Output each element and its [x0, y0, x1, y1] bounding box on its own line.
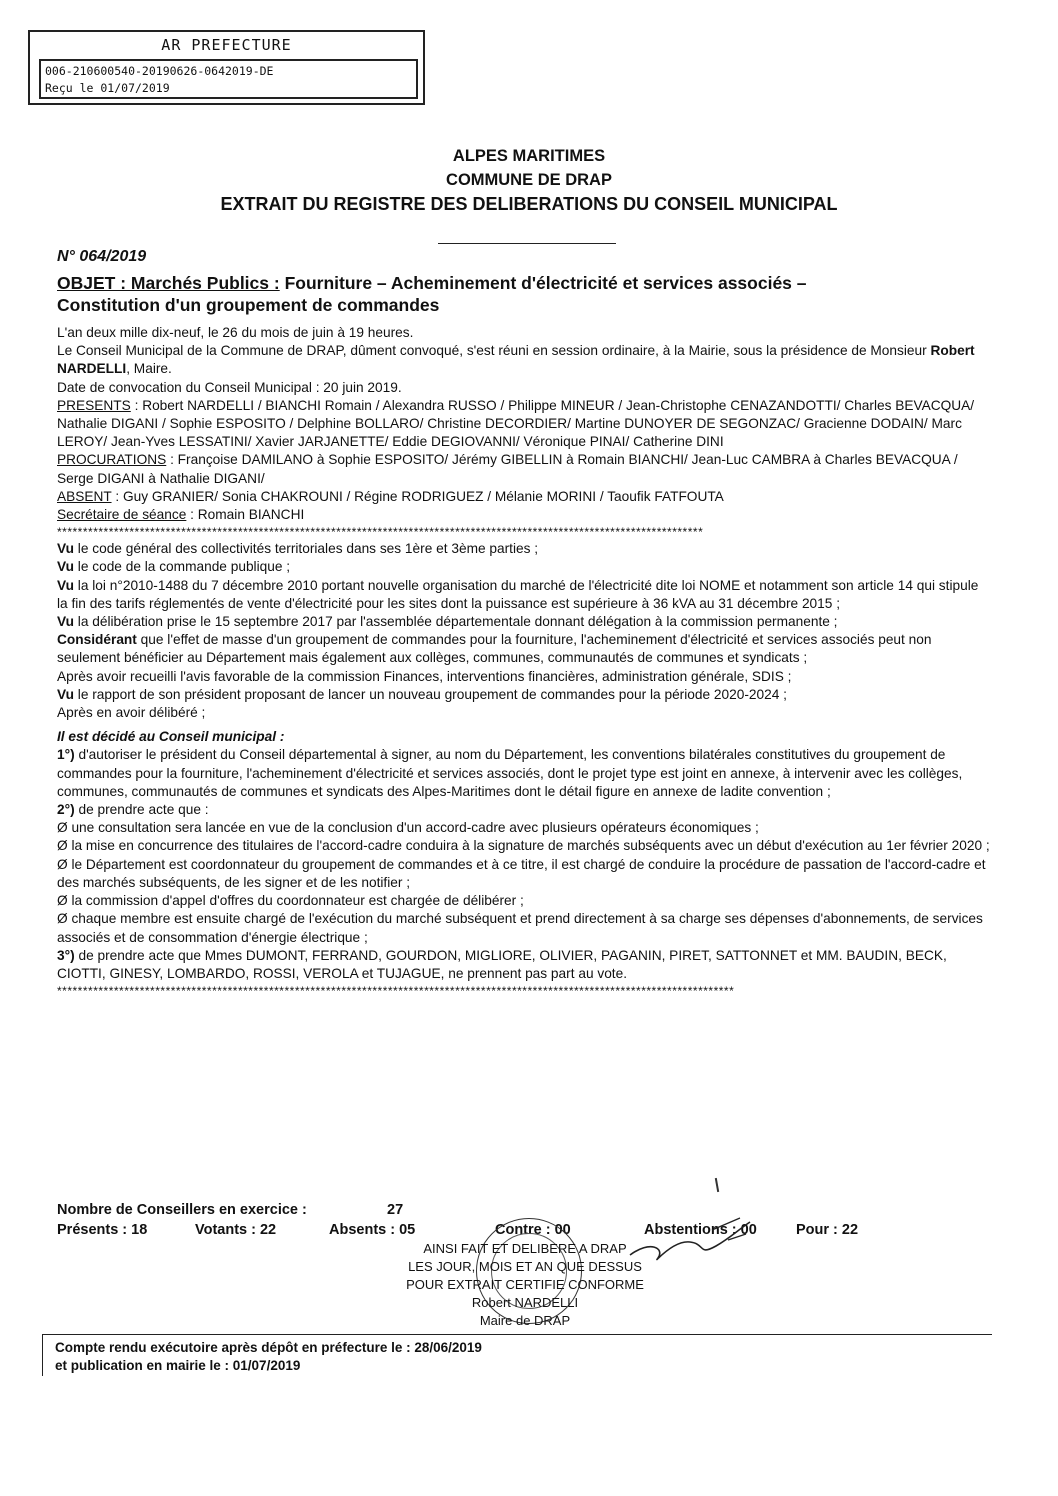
mayor-name: Robert NARDELLI: [57, 343, 975, 377]
vu-code-commande: Vu le code de la commande publique ;: [57, 559, 291, 575]
prefecture-stamp: [28, 30, 425, 105]
decision-bullet-1: Ø une consultation sera lancée en vue de la conclusion d'un accord-cadre avec plusieurs opérateurs économiques ;: [57, 820, 759, 836]
intro-session: Le Conseil Municipal de la Commune de DRAP, dûment convoqué, s'est réuni en session ordinaire, à la Mairie, sous la présidence de Monsieur Robert NARDELLI, Maire.: [57, 343, 975, 377]
votes-abstentions: Abstentions : 00: [644, 1222, 757, 1238]
signatory-title: Maire de DRAP: [479, 1313, 571, 1328]
apres-delibere: Après en avoir délibéré ;: [57, 705, 206, 721]
votes-absents: Absents : 05: [329, 1222, 416, 1238]
intro-convocation: Date de convocation du Conseil Municipal : 20 juin 2019.: [57, 379, 402, 395]
objet-text-2: Constitution d'un groupement de commandes: [57, 295, 440, 315]
vu-cgct: Vu le code général des collectivités territoriales dans ses 1ère et 3ème parties ;: [57, 541, 539, 557]
decision-bullet-4: Ø la commission d'appel d'offres du coordonnateur est chargée de délibérer ;: [57, 893, 524, 909]
stamp-reference: 006-210600540-20190626-0642019-DE: [45, 64, 274, 78]
check-mark: [715, 1178, 719, 1192]
objet: [57, 272, 997, 316]
execution-footer: [42, 1334, 992, 1376]
votes-contre: Contre : 00: [495, 1222, 571, 1238]
votes-pour: Pour : 22: [796, 1222, 859, 1238]
signature-line-1: AINSI FAIT ET DELIBERE A DRAP: [423, 1241, 627, 1256]
header-commune: COMMUNE DE DRAP: [446, 171, 612, 189]
decision-point-3: 3°) de prendre acte que Mmes DUMONT, FERRAND, GOURDON, MIGLIORE, OLIVIER, PAGANIN, PIRET, SATTONNET et MM. BAUDIN, BECK, CIOTTI, GINESY, LOMBARDO, ROSSI, VEROLA et TUJAGUE, ne prennent pas part au vote.: [57, 947, 947, 981]
decision-title: Il est décidé au Conseil municipal :: [57, 729, 285, 745]
header-department: ALPES MARITIMES: [452, 147, 606, 165]
decision-point-1: 1°) d'autoriser le président du Conseil départemental à signer, au nom du Département, les conventions bilatérales constitutives du groupement de commandes pour la fourniture, l'acheminement d'électricité et services associés, dont le projet type est joint en annexe, à intervenir avec les collèges, communes, communautés de communes et syndicats des Alpes-Maritimes dont le détail figure en annexe de ladite convention ;: [57, 747, 963, 799]
footer-prefecture-date: Compte rendu exécutoire après dépôt en préfecture le : 28/06/2019: [55, 1340, 482, 1355]
votes-votants: Votants : 22: [195, 1222, 277, 1238]
avis-commission: Après avoir recueilli l'avis favorable de la commission Finances, interventions financières, administration générale, SDIS ;: [57, 668, 792, 684]
considerant: Considérant que l'effet de masse d'un groupement de commandes pour la fourniture, l'acheminement d'électricité et services associés peut non seulement bénéficier au Département mais également aux collèges, communes, communautés de communes et syndicats ;: [57, 632, 932, 666]
decision-point-2: 2°) de prendre acte que :: [57, 802, 209, 818]
conseillers-exercice-label: Nombre de Conseillers en exercice :: [57, 1202, 307, 1218]
decision-bullet-5: Ø chaque membre est ensuite chargé de l'exécution du marché subséquent et prend directement à sa charge ses dépenses d'abonnements, de services associés et de consommation d'énergie électrique ;: [57, 911, 983, 945]
footer-publication-date: et publication en mairie le : 01/07/2019: [55, 1358, 301, 1373]
header-title: EXTRAIT DU REGISTRE DES DELIBERATIONS DU CONSEIL MUNICIPAL: [220, 194, 838, 214]
header-divider: [438, 243, 616, 244]
stamp-received-date: Reçu le 01/07/2019: [45, 81, 170, 95]
decision-bullet-2: Ø la mise en concurrence des titulaires de l'accord-cadre conduira à la signature de marchés subséquents avec un début d'exécution au 1er février 2020 ;: [57, 838, 990, 854]
separator-stars-2: ***********************************************************************************************************************************: [57, 984, 735, 999]
presents-list: PRESENTS : Robert NARDELLI / BIANCHI Romain / Alexandra RUSSO / Philippe MINEUR / Jean-Christophe CENAZANDOTTI/ Charles BEVACQUA/ Nathalie DIGANI / Sophie ESPOSITO / Delphine BOLLARO/ Christine DECORDIER/ Martine DUNOYER DE SEGONZAC/ Gracienne DODAIN/ Marc LEROY/ Jean-Yves LESSATINI/ Xavier JARJANETTE/ Eddie DEGIOVANNI/ Véronique PINAI/ Catherine DINI: [57, 397, 975, 450]
signatory-name: Robert NARDELLI: [471, 1295, 579, 1310]
objet-label: OBJET : Marchés Publics :: [57, 273, 280, 293]
deliberation-body: [57, 324, 992, 999]
secretaire: Secrétaire de séance : Romain BIANCHI: [57, 507, 305, 523]
decision-bullet-3: Ø le Département est coordonnateur du groupement de commandes et à ce titre, il est chargé de conduire la procédure de passation de l'accord-cadre et des marchés subséquents, de les signer et de les notifier ;: [57, 856, 986, 890]
vu-deliberation: Vu la délibération prise le 15 septembre 2017 par l'assemblée départementale donnant délégation à la commission permanente ;: [57, 614, 838, 630]
separator-stars: *****************************************************************************************************************************: [57, 525, 704, 540]
objet-text-1: Fourniture – Acheminement d'électricité et services associés –: [279, 273, 807, 293]
vu-rapport: Vu le rapport de son président proposant de lancer un nouveau groupement de commandes pour la période 2020-2024 ;: [57, 686, 787, 702]
votes-presents: Présents : 18: [57, 1222, 148, 1238]
deliberation-number: N° 064/2019: [57, 248, 147, 265]
absent-list: ABSENT : Guy GRANIER/ Sonia CHAKROUNI / Régine RODRIGUEZ / Mélanie MORINI / Taoufik FATFOUTA: [57, 488, 724, 504]
stamp-reference-box: [39, 59, 418, 99]
conseillers-exercice-count: 27: [387, 1202, 404, 1218]
signature-line-2: LES JOUR, MOIS ET AN QUE DESSUS: [408, 1259, 642, 1274]
intro-date: L'an deux mille dix-neuf, le 26 du mois de juin à 19 heures.: [57, 325, 414, 340]
document-header: [0, 144, 1058, 216]
procurations-list: PROCURATIONS : Françoise DAMILANO à Sophie ESPOSITO/ Jérémy GIBELLIN à Romain BIANCHI/ Jean-Luc CAMBRA à Charles BEVACQUA / Serge DIGANI à Nathalie DIGANI/: [57, 452, 958, 486]
stamp-title: AR PREFECTURE: [161, 36, 292, 54]
signature-block: [390, 1240, 660, 1330]
vu-loi-nome: Vu la loi n°2010-1488 du 7 décembre 2010 portant nouvelle organisation du marché de l'électricité dite loi NOME et notamment son article 14 qui stipule la fin des tarifs réglementés de vente d'électricité pour les sites dont la puissance est supérieure à 36 kVA au 31 décembre 2015 ;: [57, 577, 979, 611]
signature-line-3: POUR EXTRAIT CERTIFIE CONFORME: [406, 1277, 644, 1292]
